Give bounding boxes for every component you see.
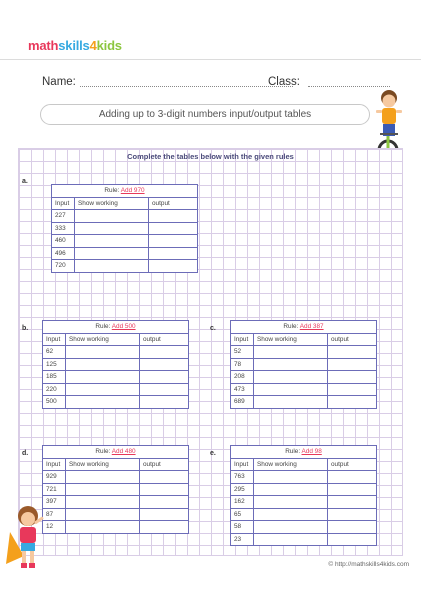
rule-value: Add 500 (111, 323, 136, 331)
working-cell[interactable] (66, 521, 140, 534)
logo (28, 38, 122, 52)
working-cell[interactable] (254, 483, 328, 496)
working-cell[interactable] (66, 471, 140, 484)
output-cell[interactable] (140, 346, 189, 359)
rule-cell: Rule: Add 387 (231, 321, 377, 334)
input-cell: 23 (231, 533, 254, 546)
input-cell: 62 (43, 346, 66, 359)
input-cell: 500 (43, 396, 66, 409)
io-table-c (230, 320, 377, 409)
working-cell[interactable] (66, 396, 140, 409)
output-cell[interactable] (328, 383, 377, 396)
logo-text-kids: kids (96, 37, 122, 53)
header-working: Show working (66, 458, 140, 471)
input-cell: 52 (231, 346, 254, 359)
working-cell[interactable] (254, 496, 328, 509)
table-row (231, 383, 377, 396)
table-row (52, 210, 198, 223)
rule-cell: Rule: Add 98 (231, 446, 377, 459)
table-row (43, 396, 189, 409)
table-row (43, 371, 189, 384)
name-label: Name: (42, 76, 76, 88)
working-cell[interactable] (66, 346, 140, 359)
input-cell: 87 (43, 508, 66, 521)
working-cell[interactable] (66, 383, 140, 396)
working-cell[interactable] (66, 496, 140, 509)
working-cell[interactable] (66, 508, 140, 521)
working-cell[interactable] (66, 358, 140, 371)
table-row (43, 508, 189, 521)
header-output: output (149, 197, 198, 210)
output-cell[interactable] (140, 483, 189, 496)
output-cell[interactable] (140, 471, 189, 484)
working-cell[interactable] (254, 383, 328, 396)
input-cell: 12 (43, 521, 66, 534)
output-cell[interactable] (328, 483, 377, 496)
header-divider (0, 59, 421, 60)
output-cell[interactable] (328, 471, 377, 484)
rule-value: Add 387 (299, 323, 324, 331)
table-row (43, 383, 189, 396)
input-cell: 125 (43, 358, 66, 371)
table-row (43, 496, 189, 509)
working-cell[interactable] (254, 533, 328, 546)
table-row (52, 260, 198, 273)
io-table-a (51, 184, 198, 273)
rule-value: Add 970 (120, 187, 145, 195)
output-cell[interactable] (140, 371, 189, 384)
header-working: Show working (254, 333, 328, 346)
header-working: Show working (254, 458, 328, 471)
table-row (43, 358, 189, 371)
input-cell: 473 (231, 383, 254, 396)
input-cell: 460 (52, 235, 75, 248)
input-cell: 496 (52, 247, 75, 260)
girl-superhero-icon (4, 502, 48, 572)
name-class-row (40, 76, 400, 90)
output-cell[interactable] (140, 496, 189, 509)
logo-text-math: math (28, 37, 59, 53)
table-row (231, 521, 377, 534)
output-cell[interactable] (149, 235, 198, 248)
output-cell[interactable] (328, 371, 377, 384)
question-label-d: d. (22, 450, 29, 457)
output-cell[interactable] (328, 346, 377, 359)
output-cell[interactable] (149, 222, 198, 235)
working-cell[interactable] (75, 210, 149, 223)
output-cell[interactable] (140, 521, 189, 534)
question-label-b: b. (22, 325, 29, 332)
table-row (231, 346, 377, 359)
header-input: Input (52, 197, 75, 210)
logo-text-4: 4 (89, 37, 97, 53)
class-label: Class: (268, 76, 300, 88)
output-cell[interactable] (328, 396, 377, 409)
table-row (231, 483, 377, 496)
rule-value: Add 480 (111, 448, 136, 456)
io-table-e (230, 445, 377, 546)
logo-text-skills: skills (58, 37, 90, 53)
input-cell: 185 (43, 371, 66, 384)
input-cell: 763 (231, 471, 254, 484)
working-cell[interactable] (254, 396, 328, 409)
table-row (43, 521, 189, 534)
output-cell[interactable] (328, 508, 377, 521)
header-input: Input (231, 333, 254, 346)
table-row (43, 346, 189, 359)
footer-copyright: © http://mathskills4kids.com (328, 561, 409, 568)
input-cell: 208 (231, 371, 254, 384)
table-row (231, 471, 377, 484)
question-label-a: a. (22, 178, 28, 185)
header-input: Input (43, 458, 66, 471)
output-cell[interactable] (328, 496, 377, 509)
instructions: Complete the tables below with the given rules (127, 152, 294, 161)
table-row (52, 222, 198, 235)
header-output: output (140, 333, 189, 346)
input-cell: 295 (231, 483, 254, 496)
rule-cell: Rule: Add 500 (43, 321, 189, 334)
working-cell[interactable] (75, 260, 149, 273)
worksheet-title: Adding up to 3-digit numbers input/output tables (40, 104, 370, 125)
working-cell[interactable] (254, 346, 328, 359)
input-cell: 720 (52, 260, 75, 273)
table-row (231, 508, 377, 521)
table-row (231, 396, 377, 409)
input-cell: 58 (231, 521, 254, 534)
working-cell[interactable] (75, 235, 149, 248)
working-cell[interactable] (66, 371, 140, 384)
input-cell: 162 (231, 496, 254, 509)
header-working: Show working (66, 333, 140, 346)
header-output: output (328, 333, 377, 346)
output-cell[interactable] (328, 358, 377, 371)
output-cell[interactable] (140, 396, 189, 409)
working-cell[interactable] (66, 483, 140, 496)
output-cell[interactable] (140, 508, 189, 521)
table-row (52, 235, 198, 248)
io-table-b (42, 320, 189, 409)
output-cell[interactable] (149, 210, 198, 223)
input-cell: 721 (43, 483, 66, 496)
name-field[interactable] (80, 86, 293, 87)
working-cell[interactable] (254, 508, 328, 521)
table-row (43, 471, 189, 484)
working-cell[interactable] (254, 371, 328, 384)
table-row (231, 533, 377, 546)
output-cell[interactable] (149, 260, 198, 273)
input-cell: 689 (231, 396, 254, 409)
header-input: Input (231, 458, 254, 471)
input-cell: 227 (52, 210, 75, 223)
rule-cell: Rule: Add 970 (52, 185, 198, 198)
output-cell[interactable] (149, 247, 198, 260)
working-cell[interactable] (254, 471, 328, 484)
header-output: output (328, 458, 377, 471)
output-cell[interactable] (140, 383, 189, 396)
working-cell[interactable] (254, 358, 328, 371)
rule-value: Add 98 (301, 448, 322, 456)
input-cell: 78 (231, 358, 254, 371)
table-row (231, 358, 377, 371)
output-cell[interactable] (328, 521, 377, 534)
io-table-d (42, 445, 189, 534)
question-label-c: c. (210, 325, 216, 332)
question-label-e: e. (210, 450, 216, 457)
input-cell: 929 (43, 471, 66, 484)
output-cell[interactable] (140, 358, 189, 371)
rule-cell: Rule: Add 480 (43, 446, 189, 459)
input-cell: 65 (231, 508, 254, 521)
working-cell[interactable] (254, 521, 328, 534)
working-cell[interactable] (75, 247, 149, 260)
input-cell: 397 (43, 496, 66, 509)
input-cell: 333 (52, 222, 75, 235)
header-input: Input (43, 333, 66, 346)
header-working: Show working (75, 197, 149, 210)
table-row (231, 371, 377, 384)
table-row (231, 496, 377, 509)
table-row (43, 483, 189, 496)
input-cell: 220 (43, 383, 66, 396)
header-output: output (140, 458, 189, 471)
table-row (52, 247, 198, 260)
working-cell[interactable] (75, 222, 149, 235)
output-cell[interactable] (328, 533, 377, 546)
